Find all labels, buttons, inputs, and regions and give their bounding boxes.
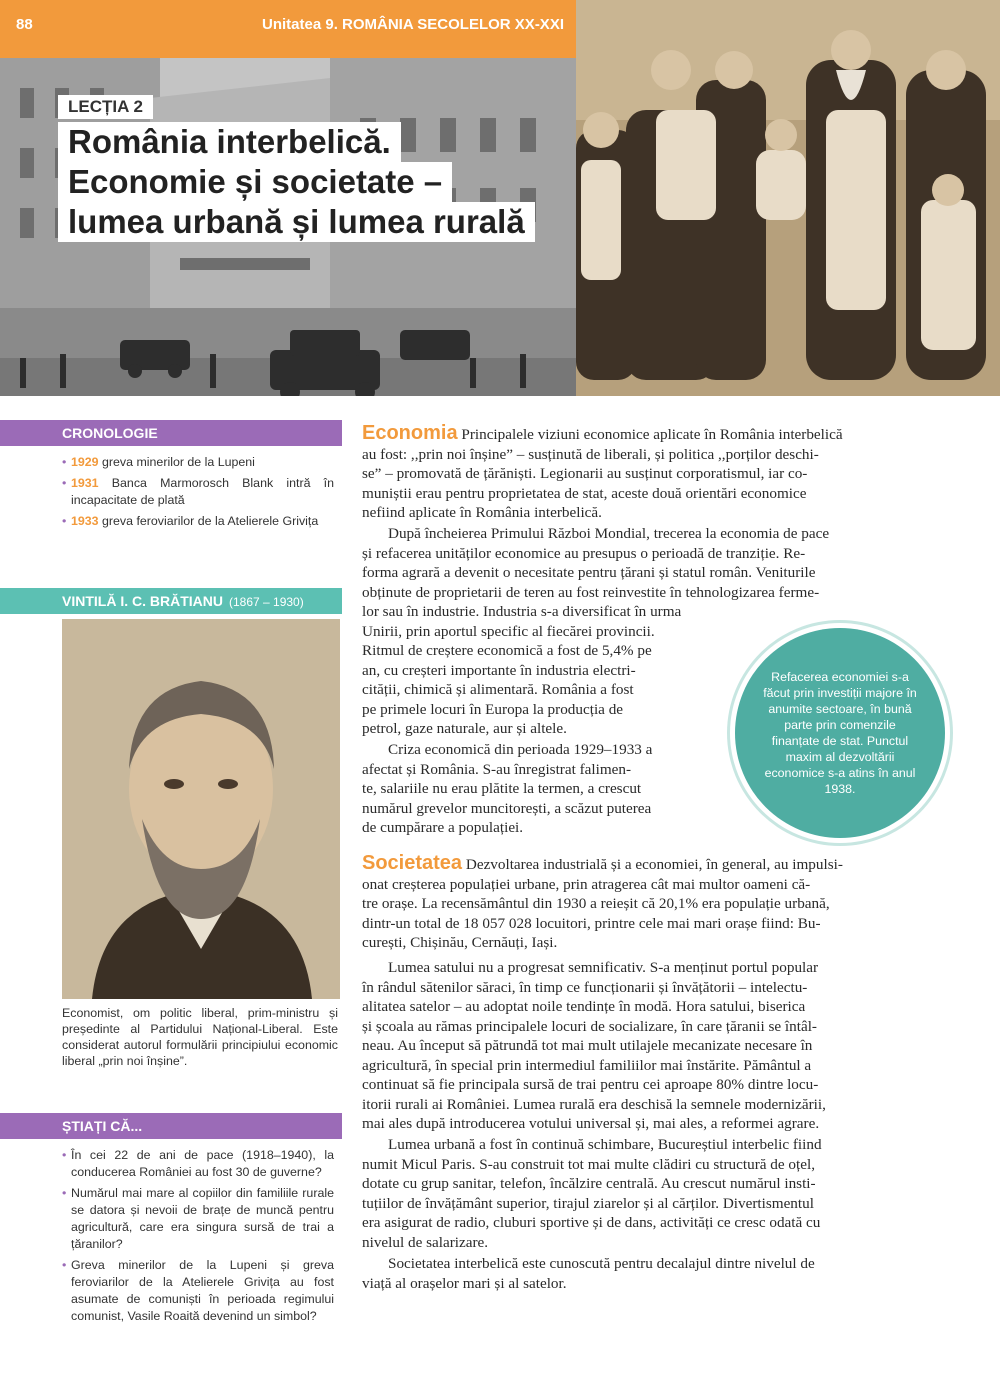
stiati-item: • Greva minerilor de la Lupeni și greva feroviarilor de la Atelierele Grivița au fost asumate de comuniști în perioada regimului comunist, Vasile Roaită devenind un simbol? <box>62 1257 334 1325</box>
lesson-title-line-3: lumea urbană și lumea rurală <box>58 202 535 242</box>
economia-paragraph-1 <box>362 424 968 523</box>
text-line: obținute de proprietarii de teren au fost reinvestite în tehnologizarea ferme- <box>362 583 820 601</box>
text-line: curești, Chișinău, Cernăuți, Iași. <box>362 934 558 951</box>
economy-callout-circle <box>735 628 945 838</box>
rural-family-photo <box>576 0 1000 396</box>
text-line: era asigurat de radio, cluburi sportive și de dans, activități ce cresc odată cu <box>362 1214 821 1231</box>
text-line: agricultură, în special prin intermediul familiilor mai înstărite. Pământul a <box>362 1056 812 1074</box>
text-line: itorii rurali ai României. Lumea rurală era deschisă la semnele modernizării, <box>362 1095 826 1113</box>
cronologie-text: greva feroviarilor de la Atelierele Grivița <box>98 514 319 528</box>
stiati-item: • În cei 22 de ani de pace (1918–1940), la conducerea României au fost 30 de guverne? <box>62 1147 334 1181</box>
stiati-heading-text: ȘTIAȚI CĂ... <box>62 1118 143 1134</box>
text-line: tuțiilor de învățământ superior, tirajul ziarelor și al cărților. Divertismentul <box>362 1194 814 1212</box>
text-line: cității, chimică și alimentară. România a fost <box>362 681 634 698</box>
text-line: neau. Au început să pătrundă tot mai mult utilajele mecanizate necesare în <box>362 1037 813 1054</box>
text-line: an, cu creșteri importante în industria electri- <box>362 661 636 679</box>
family-photo-illustration <box>576 0 1000 396</box>
text-line: Criza economică din perioada 1929–1933 a <box>388 741 653 758</box>
text-line: Dezvoltarea industrială și a economiei, în general, au impulsi- <box>462 856 843 873</box>
bratianu-portrait <box>62 619 340 999</box>
text-line: alitatea satelor – au adoptat noile tendințe în modă. Hora satului, biserica <box>362 998 806 1015</box>
societatea-paragraph-2 <box>362 958 968 1134</box>
text-line: Unirii, prin aportul specific al fiecărei provincii. <box>362 622 655 640</box>
text-line: nivelul de salarizare. <box>362 1233 489 1251</box>
text-line: Ritmul de creștere economică a fost de 5,4% pe <box>362 642 652 659</box>
profile-dates: (1867 – 1930) <box>229 595 304 609</box>
societatea-heading: Societatea <box>362 852 463 874</box>
text-line: numit Micul Paris. S-au construit tot mai multe clădiri cu structură de oțel, <box>362 1155 815 1173</box>
header-bar <box>0 0 576 58</box>
societatea-paragraph-1 <box>362 854 968 953</box>
page-number: 88 <box>16 16 33 33</box>
text-line: Societatea interbelică este cunoscută pentru decalajul dintre nivelul de <box>388 1255 815 1272</box>
text-line: tre orașe. La recensământul din 1930 a reieșit că 20,1% era populație urbană, <box>362 895 830 912</box>
cronologie-text: greva minerilor de la Lupeni <box>98 455 255 469</box>
text-line: numărul grevelor muncitorești, a scăzut puterea <box>362 799 652 817</box>
text-line: Principalele viziuni economice aplicate în România interbelică <box>457 426 843 443</box>
text-line: și refacerea unităților economice au presupus o perioadă de tranziție. Re- <box>362 544 806 562</box>
cronologie-item <box>62 475 334 509</box>
text-line: dotate cu grup sanitar, telefon, încălzire centrală. Au crescut numărul insti- <box>362 1175 816 1192</box>
text-line: viață al orașelor mari și al satelor. <box>362 1274 567 1292</box>
text-line: lor sau în industrie. Industria s-a diversificat în urma <box>362 603 682 620</box>
economia-paragraph-3 <box>362 740 732 838</box>
text-line: și școala au rămas principalele locuri de socializare, în care țăranii se întâl- <box>362 1017 817 1035</box>
text-line: După încheierea Primului Război Mondial, trecerea la economia de pace <box>388 525 830 542</box>
societatea-paragraph-4 <box>362 1254 968 1293</box>
text-line: de cumpărare a populației. <box>362 819 524 836</box>
text-line: Lumea urbană a fost în continuă schimbare, Bucureștiul interbelic fiind <box>388 1136 822 1153</box>
text-line: continuat să fie principala sursă de trai pentru cei aproape 80% dintre locu- <box>362 1076 819 1093</box>
cronologie-year: 1929 <box>71 455 99 469</box>
profile-name: VINTILĂ I. C. BRĂTIANU <box>62 593 223 609</box>
text-line: se” – promovată de țărăniști. Legionarii au susținut corporatismul, iar co- <box>362 465 808 482</box>
lesson-title-line-2: Economie și societate – <box>58 162 452 202</box>
profile-heading <box>0 588 342 614</box>
lesson-title-line-1: România interbelică. <box>58 122 401 162</box>
cronologie-heading <box>0 420 342 446</box>
cronologie-year: 1931 <box>71 476 99 490</box>
text-line: onat creșterea populației urbane, prin atragerea cât mai multor oameni că- <box>362 875 811 893</box>
lesson-label: LECȚIA 2 <box>58 95 153 119</box>
text-line: pe primele locuri în Europa la producția de <box>362 700 624 718</box>
cronologie-text: Banca Marmorosch Blank intră în incapacitate de plată <box>71 476 334 507</box>
societatea-paragraph-3 <box>362 1135 968 1252</box>
economia-heading: Economia <box>362 422 458 444</box>
cronologie-year: 1933 <box>71 514 99 528</box>
cronologie-item <box>62 513 334 530</box>
stiati-list <box>62 1147 334 1329</box>
economy-callout-text: Refacerea economiei s-a făcut prin investiții majore în anumite sectoare, în bună parte prin comenzile finanțate de stat. Punctul maxim al dezvoltării economice s-a atins în anul 1938. <box>763 670 917 796</box>
text-line: dintr-un total de 18 057 028 locuitori, printre cele mai mari orașe fiind: Bu- <box>362 914 821 932</box>
text-line: mai ales după introducerea votului universal și, mai ales, a reformei agrare. <box>362 1115 820 1132</box>
text-line: forma agrară a devenit o necesitate pentru țărani și statul român. Veniturile <box>362 564 816 581</box>
text-line: au fost: ,,prin noi înșine” – susținută de liberali, și politica ,,porților deschi- <box>362 445 819 463</box>
unit-title: Unitatea 9. ROMÂNIA SECOLELOR XX-XXI <box>262 16 564 33</box>
text-line: în rândul sătenilor săraci, în timp ce funcționarii și învățătorii – intelectu- <box>362 978 808 996</box>
text-line: nefiind aplicate în România interbelică. <box>362 504 602 521</box>
text-line: te, salariile nu erau plătite la termen, a crescut <box>362 780 642 797</box>
text-line: petrol, gaze naturale, aur și altele. <box>362 720 567 737</box>
stiati-item: • Numărul mai mare al copiilor din familiile rurale se datora și nevoii de brațe de muncă pentru agricultură, care era singura sursă de trai a țăranilor? <box>62 1185 334 1253</box>
cronologie-list <box>62 454 334 534</box>
cronologie-heading-text: CRONOLOGIE <box>62 425 158 441</box>
cronologie-item <box>62 454 334 471</box>
text-line: muniștii erau pentru proprietatea de stat, aceste două orientări economice <box>362 484 807 502</box>
portrait-illustration <box>62 619 340 999</box>
text-line: afectat și România. S-au înregistrat falimen- <box>362 760 632 778</box>
text-line: Lumea satului nu a progresat semnificativ. S-a menținut portul popular <box>388 959 819 976</box>
stiati-heading <box>0 1113 342 1139</box>
portrait-caption: Economist, om politic liberal, prim-ministru și președinte al Partidului Național-Liberal. Este considerat autorul formulării principiului economic liberal „prin noi înșine”. <box>62 1006 338 1068</box>
